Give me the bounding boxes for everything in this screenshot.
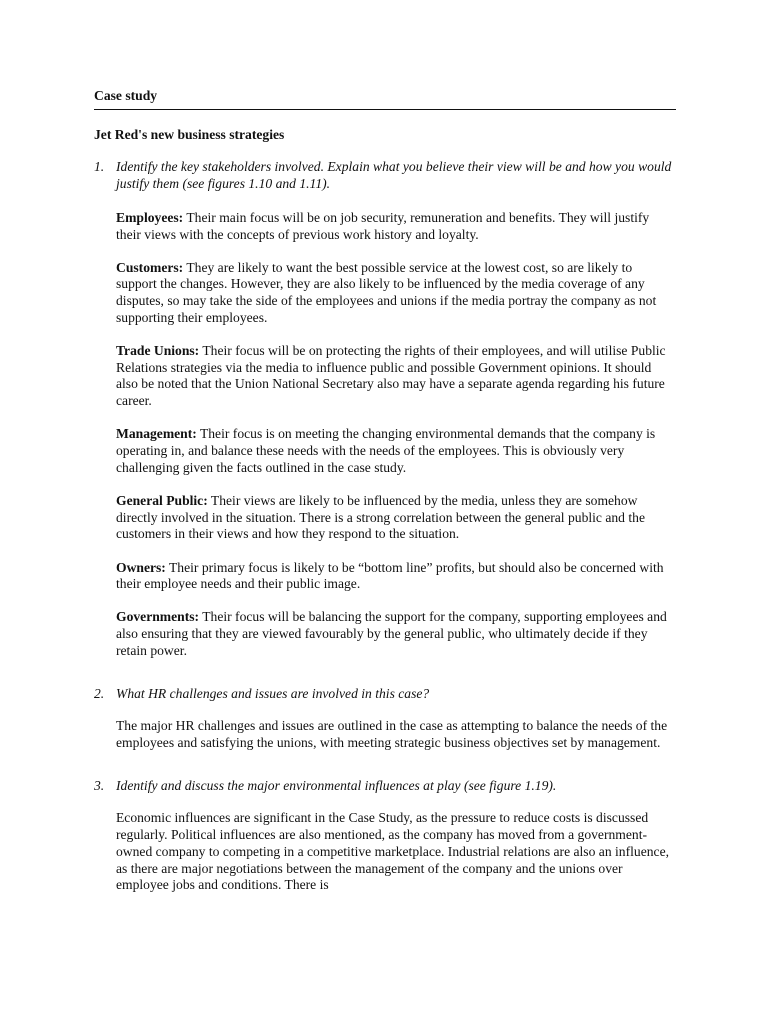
stakeholder-owners — [116, 560, 676, 593]
stakeholder-customers — [116, 260, 676, 327]
document-page — [94, 88, 676, 910]
stakeholder-text: Their focus will be on protecting the rights of their employees, and will utilise Public Relations strategies via the media to influence public and possible Government opinions. It should also be noted that the Union National Secretary also may have a separate agenda regarding his future career. — [116, 343, 666, 409]
answer-1 — [116, 210, 676, 660]
answer-2 — [116, 718, 676, 751]
stakeholder-employees — [116, 210, 676, 243]
question-number: 3. — [94, 777, 105, 793]
stakeholder-term: General Public: — [116, 492, 208, 508]
question-number: 1. — [94, 159, 105, 175]
stakeholder-management — [116, 426, 676, 476]
stakeholder-text: Their focus is on meeting the changing environmental demands that the company is operating in, and balance these needs with the needs of the employees. This is obviously very challenging given the facts outlined in the case study. — [116, 426, 656, 475]
stakeholder-text: Their views are likely to be influenced by the media, unless they are somehow directly involved in the situation. There is a strong correlation between the general public and the customers in their views and how they respond to the situation. — [116, 492, 645, 542]
question-3 — [94, 778, 676, 795]
stakeholder-governments — [116, 609, 676, 659]
stakeholder-text: Their main focus will be on job security, remuneration and benefits. They will justify their views with the concepts of previous work history and loyalty. — [116, 209, 650, 242]
stakeholder-general-public — [116, 493, 676, 543]
answer-3 — [116, 810, 676, 894]
answer-text: Economic influences are significant in the Case Study, as the pressure to reduce costs is discussed regularly. Political influences are also mentioned, as the company has moved from a government-owned company to competing in a competitive marketplace. Industrial relations are also an influence, as there are major negotiations between the management of the company and the unions over employee jobs and conditions. There is — [116, 810, 669, 893]
stakeholder-text: They are likely to want the best possible service at the lowest cost, so are likely to support the changes. However, they are also likely to be influenced by the media coverage of any disputes, so may take the side of the employees and unions if the media portray the company as not supporting their employees. — [116, 259, 657, 325]
question-2 — [94, 686, 676, 703]
question-text: Identify the key stakeholders involved. Explain what you believe their view will be and how you would justify them (see figures 1.10 and 1.11). — [116, 159, 672, 192]
stakeholder-term: Trade Unions: — [116, 343, 200, 359]
stakeholder-term: Management: — [116, 426, 197, 442]
stakeholder-text: Their primary focus is likely to be “bottom line” profits, but should also be concerned with their employee needs and their public image. — [116, 559, 664, 592]
stakeholder-trade-unions — [116, 343, 676, 410]
stakeholder-term: Employees: — [116, 209, 184, 225]
stakeholder-term: Owners: — [116, 559, 166, 575]
question-1 — [94, 159, 676, 192]
header-divider — [94, 109, 676, 110]
answer-text: The major HR challenges and issues are outlined in the case as attempting to balance the needs of the employees and satisfying the unions, with meeting strategic business objectives set by management. — [116, 718, 668, 750]
question-text: Identify and discuss the major environmental influences at play (see figure 1.19). — [116, 777, 557, 793]
stakeholder-term: Governments: — [116, 609, 200, 625]
header-label: Case study — [94, 88, 158, 103]
stakeholder-text: Their focus will be balancing the support for the company, supporting employees and also ensuring that they are viewed favourably by the general public, who ultimately decide if they retain power. — [116, 609, 667, 658]
question-number: 2. — [94, 685, 105, 701]
question-text: What HR challenges and issues are involved in this case? — [116, 685, 430, 701]
document-title: Jet Red's new business strategies — [94, 126, 285, 142]
stakeholder-term: Customers: — [116, 259, 184, 275]
